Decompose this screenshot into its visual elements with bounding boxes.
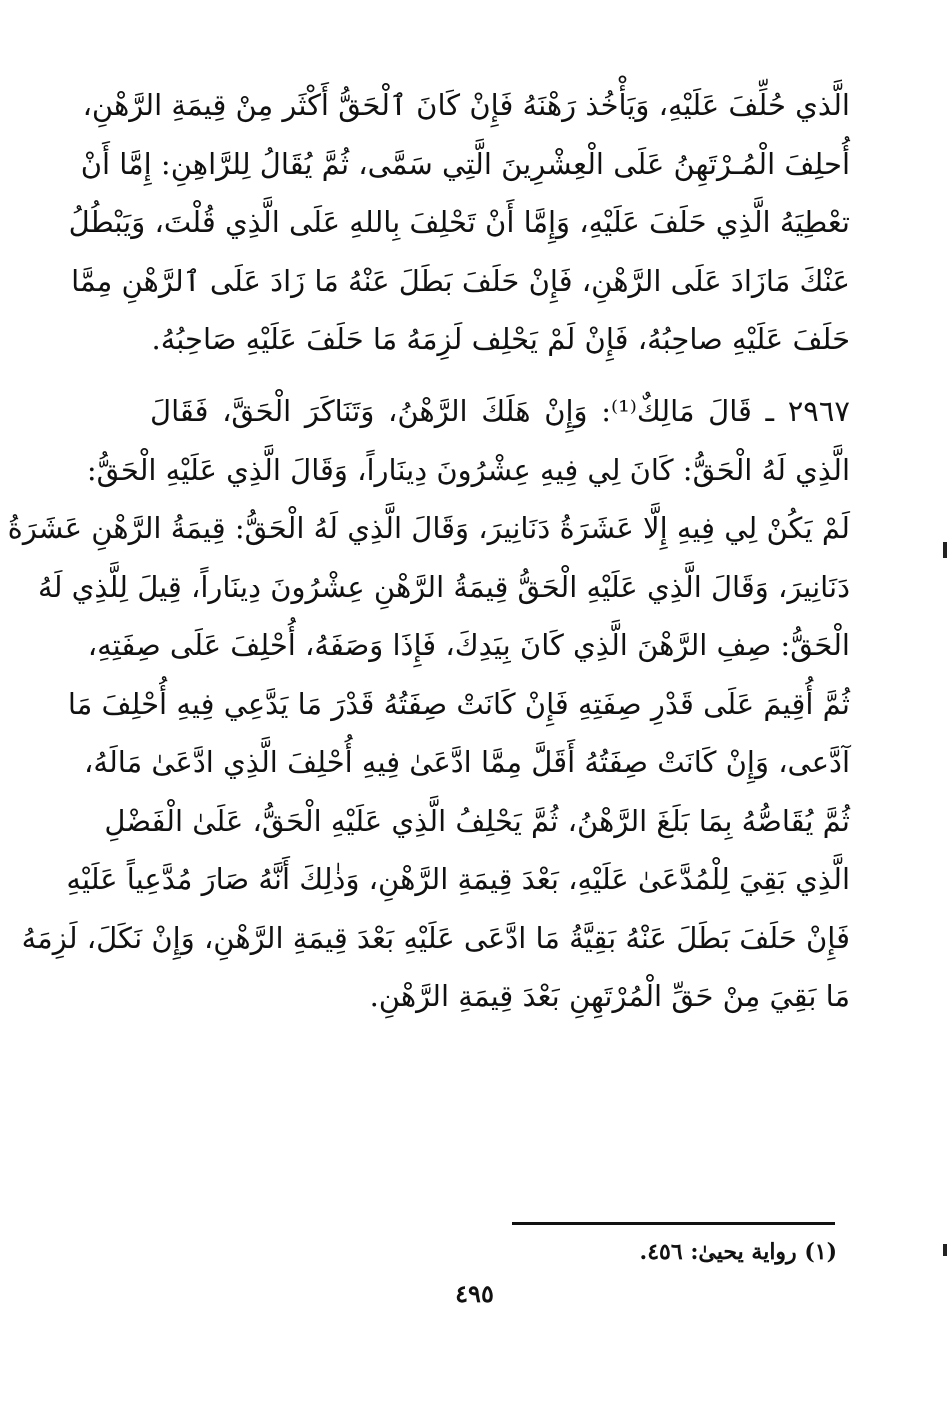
- text-line: حَلَفَ عَلَيْهِ صاحِبُهُ، فَإِنْ لَمْ يَحْلِف لَزِمَهُ مَا حَلَفَ عَلَيْهِ صَاحِبُهُ.: [151, 322, 850, 356]
- page-number: ٤٩٥: [455, 1279, 494, 1308]
- text-line: آدَّعى، وَإِنْ كَانَتْ صِفَتُهُ أَقَلَّ مِمَّا ادَّعَىٰ فِيهِ أُحْلِفَ الَّذِي ادَّعَىٰ مَالَهُ،: [84, 745, 850, 779]
- text-line: تعْطِيَهُ الَّذِي حَلَفَ عَلَيْهِ، وَإِمَّا أَنْ تَحْلِفَ بِاللهِ عَلَى الَّذِي قُلْتَ، وَيَبْطُلُ: [68, 205, 850, 239]
- paragraph-2967: [7, 382, 850, 1026]
- footnote-divider: [512, 1222, 835, 1225]
- footnote: (١) رواية يحيىٰ: ٤٥٦.: [639, 1239, 837, 1265]
- text-line: الْحَقُّ: صِفِ الرَّهْنَ الَّذِي كَانَ بِيَدِكَ، فَإِذَا وَصَفَهُ، أُحْلِفَ عَلَى صِفَتِهِ،: [87, 628, 850, 662]
- text-line: مَا بَقِيَ مِنْ حَقِّ الْمُرْتَهِنِ بَعْدَ قِيمَةِ الرَّهْنِ.: [369, 979, 850, 1013]
- scan-edge-mark: [943, 542, 947, 558]
- text-line: الَّذِي لَهُ الْحَقُّ: كَانَ لِي فِيهِ عِشْرُونَ دِينَاراً، وَقَالَ الَّذِي عَلَيْهِ الْحَقُّ:: [86, 452, 850, 487]
- text-line: ثُمَّ أُقِيمَ عَلَى قَدْرِ صِفَتِهِ فَإِنْ كَانَتْ صِفَتُهُ قَدْرَ مَا يَدَّعِي فِيهِ أُحْلِفَ مَا: [67, 686, 850, 721]
- text-line: عَنْكَ مَازَادَ عَلَى الرَّهْنِ، فَإِنْ حَلَفَ بَطَلَ عَنْهُ مَا زَادَ عَلَى ٱلرَّهْنِ مِمَّا: [71, 263, 850, 298]
- text-line: فَإِنْ حَلَفَ بَطَلَ عَنْهُ بَقِيَّةُ مَا ادَّعَى عَلَيْهِ بَعْدَ قِيمَةِ الرَّهْنِ، وَإِنْ نَكَلَ، لَزِمَهُ: [21, 920, 850, 955]
- paragraph-continuation: [68, 76, 850, 369]
- text-line: ٢٩٦٧ ـ قَالَ مَالِكٌ⁽¹⁾: وَإِنْ هَلَكَ الرَّهْنُ، وَتَنَاكَرَ الْحَقَّ، فَقَالَ: [150, 394, 850, 428]
- text-line: ثُمَّ يُقَاصُّهُ بِمَا بَلَغَ الرَّهْنُ، ثُمَّ يَحْلِفُ الَّذِي عَلَيْهِ الْحَقُّ، عَلَىٰ الْفَضْلِ: [104, 803, 850, 838]
- text-line: الَّذي حُلِّفَ عَلَيْهِ، وَيَأْخُذ رَهْنَهُ فَإِنْ كَانَ ٱلْحَقُّ أَكْثَر مِنْ قِيمَةِ الرَّهْنِ،: [82, 88, 850, 122]
- text-line: أُحلِفَ الْمُـرْتَهِنُ عَلَى الْعِشْرِينَ الَّتِي سَمَّى، ثُمَّ يُقَالُ لِلرَّاهِنِ: إِمَّا أَنْ: [80, 146, 850, 181]
- scan-edge-mark: [943, 1244, 947, 1256]
- text-line: الَّذِي بَقِيَ لِلْمُدَّعَىٰ عَلَيْهِ، بَعْدَ قِيمَةِ الرَّهْنِ، وَذٰلِكَ أَنَّهُ صَارَ مُدَّعِياً عَلَيْهِ: [66, 862, 850, 896]
- text-line: لَمْ يَكُنْ لِي فِيهِ إِلَّا عَشَرَةُ دَنَانِيرَ، وَقَالَ الَّذِي لَهُ الْحَقُّ: قِيمَةُ الرَّهْنِ عَشَرَةُ: [7, 511, 850, 545]
- text-line: دَنَانِيرَ، وَقَالَ الَّذِي عَلَيْهِ الْحَقُّ قِيمَةُ الرَّهْنِ عِشْرُونَ دِينَاراً، قِيلَ لِلَّذِي لَهُ: [38, 569, 850, 604]
